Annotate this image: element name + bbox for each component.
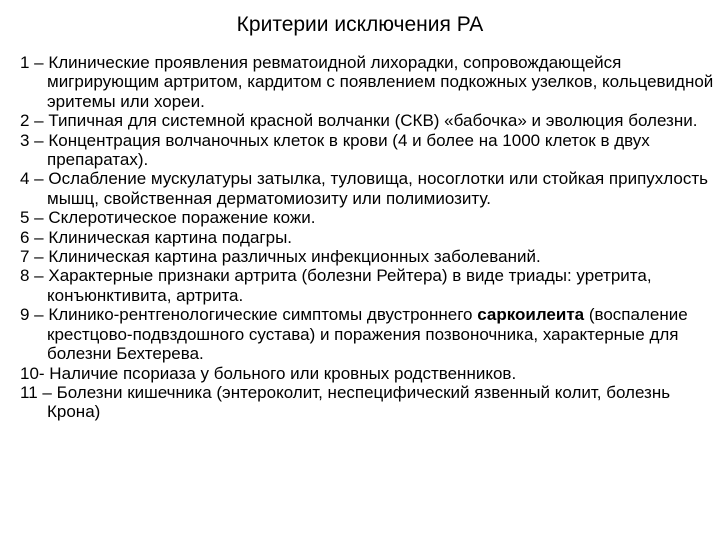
list-item [20,364,716,383]
list-item [20,228,716,247]
item-number: 5 – [20,208,49,228]
item-number: 2 – [20,111,49,131]
list-item [20,131,716,170]
item-text: Концентрация волчаночных клеток в крови (4 и более на 1000 клеток в двух препаратах). [47,130,650,170]
item-text: Характерные признаки артрита (болезни Рейтера) в виде триады: уретрита, конъюнктивита, артрита. [47,266,652,305]
item-text: Клиническая картина подагры. [48,227,293,247]
item-text: Болезни кишечника (энтероколит, неспецифический язвенный колит, болезнь Крона) [47,382,671,422]
list-item [20,53,716,111]
item-number: 11 – [20,382,57,402]
list-item [20,266,716,305]
item-text: Клинические проявления ревматоидной лихорадки, сопровождающейся мигрирующим артритом, кардитом с появлением подкожных узелков, кольцевидной эритемы или хореи. [47,53,714,111]
item-text: Склеротическое поражение кожи. [48,208,316,228]
item-text: Наличие псориаза у больного или кровных родственников. [49,363,517,383]
item-text-bold: саркоилеита [477,305,585,325]
item-number: 4 – [20,169,49,189]
item-number: 1 – [20,53,49,72]
item-text-after: (воспаление крестцово-подвздошного сустава) и поражения позвоночника, характерные для болезни Бехтерева. [47,305,688,364]
list-item [20,305,716,363]
item-number: 8 – [20,266,49,286]
slide-title: Критерии исключения РА [236,13,484,36]
list-item [20,383,716,422]
list-item [20,169,716,208]
item-text: Ослабление мускулатуры затылка, туловища, носоглотки или стойкая припухлость мышц, свойственная дерматомиозиту или полимиозиту. [47,169,708,208]
item-number: 3 – [20,130,49,150]
exclusion-criteria-list [20,53,716,422]
item-text: Клиническая картина различных инфекционных заболеваний. [48,247,541,267]
item-text-before: Клинико-рентгенологические симптомы двустроннего [48,305,478,325]
list-item [20,111,716,130]
item-number: 6 – [20,227,49,247]
item-text: Типичная для системной красной волчанки (СКВ) «бабочка» и эволюция болезни. [48,111,698,131]
item-number: 10- [20,363,50,383]
list-item [20,247,716,266]
item-number: 9 – [20,305,49,325]
list-item [20,208,716,227]
item-number: 7 – [20,247,49,267]
